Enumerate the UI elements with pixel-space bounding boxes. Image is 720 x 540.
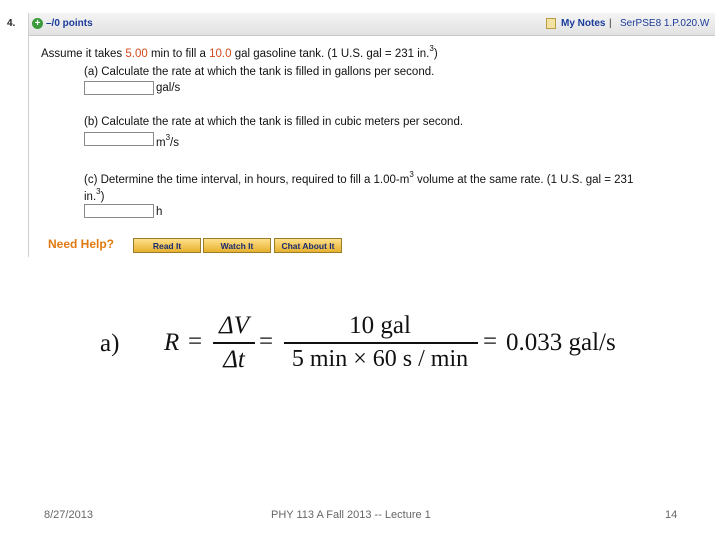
volume-value: 10.0	[209, 48, 232, 60]
homework-panel	[7, 13, 715, 257]
equals-sign-2: =	[259, 328, 274, 355]
fraction2-bar	[284, 342, 478, 344]
footer-date: 8/27/2013	[44, 509, 93, 521]
question-intro: Assume it takes 5.00 min to fill a 10.0 gal gasoline tank. (1 U.S. gal = 231 in.$^3$)	[41, 44, 438, 60]
answer-b-input[interactable]	[84, 132, 154, 146]
question-header	[7, 13, 715, 36]
fraction2-numerator: 10 gal	[349, 312, 411, 339]
fraction1-numerator: ΔV	[219, 312, 249, 339]
part-c-prompt-cont: in.$^3$)	[84, 187, 105, 203]
part-a-prompt: (a) Calculate the rate at which the tank is filled in gallons per second.	[84, 66, 435, 78]
equation-result: 0.033 gal/s	[506, 329, 616, 356]
fraction1-bar	[213, 342, 255, 344]
answer-c-input[interactable]	[84, 204, 154, 218]
notes-icon[interactable]	[546, 18, 556, 29]
header-separator: |	[609, 18, 612, 29]
part-b-prompt: (b) Calculate the rate at which the tank is filled in cubic meters per second.	[84, 116, 464, 128]
unit-a: gal/s	[156, 82, 181, 94]
unit-b: $m^3/s$	[156, 133, 179, 149]
read-it-button[interactable]: Read It	[133, 238, 201, 253]
part-c-prompt: (c) Determine the time interval, in hours, required to fill a $1.00-m^3$ volume at the same rate. (1 U.S. gal = 231	[84, 170, 634, 186]
answer-a-input[interactable]	[84, 81, 154, 95]
equation-label: a)	[100, 330, 120, 357]
need-help-label: Need Help?	[48, 237, 115, 251]
time-value: 5.00	[125, 48, 148, 60]
my-notes-link[interactable]: My Notes	[561, 18, 606, 29]
unit-c: h	[156, 206, 163, 218]
equation-lhs: R	[164, 329, 180, 356]
footer-course: PHY 113 A Fall 2013 -- Lecture 1	[271, 509, 431, 521]
equals-sign-3: =	[483, 328, 498, 355]
equals-sign-1: =	[188, 328, 203, 355]
fraction2-denominator: 5 min × 60 s / min	[291, 346, 469, 372]
question-number: 4.	[7, 18, 16, 29]
fraction1-denominator: Δt	[223, 346, 245, 373]
plus-icon[interactable]: +	[32, 18, 43, 29]
question-id: SerPSE8 1.P.020.W	[620, 18, 710, 29]
points-label: –/0 points	[46, 18, 93, 29]
chat-about-it-button[interactable]: Chat About It	[274, 238, 342, 253]
watch-it-button[interactable]: Watch It	[203, 238, 271, 253]
footer-page-number: 14	[665, 509, 678, 521]
